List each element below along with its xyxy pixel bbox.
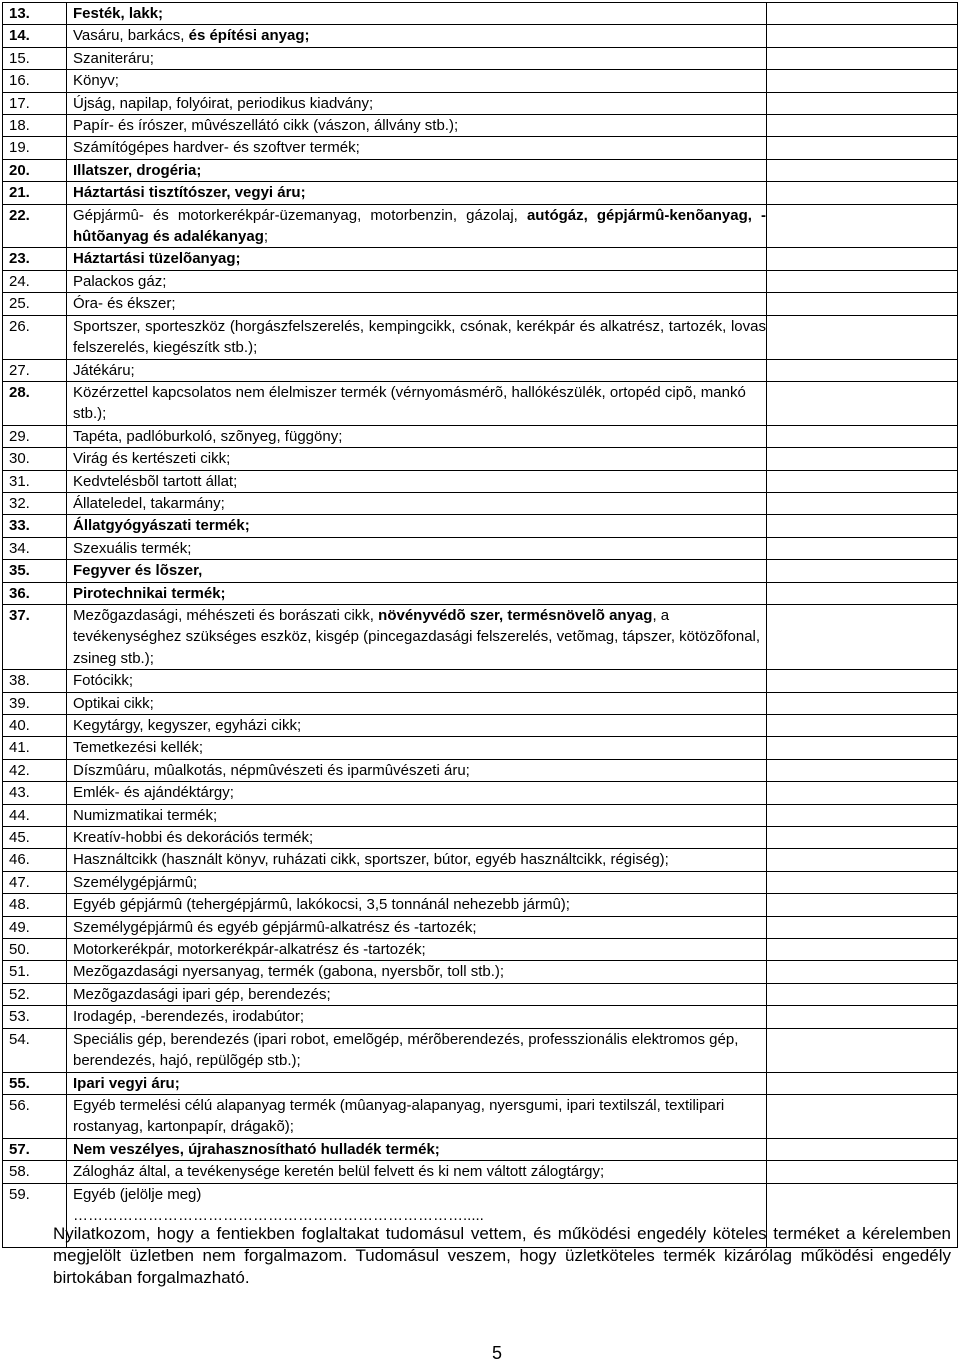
item-description-part: Egyéb termelési célú alapanyag termék (mûanyag-alapanyag, nyersgumi, ipari textilszál, textilipari rostanyag, kartonpapír, drágakõ);	[73, 1096, 725, 1136]
item-number: 31.	[3, 470, 67, 492]
table-row	[3, 293, 958, 315]
item-checkbox-cell[interactable]	[767, 582, 958, 604]
table-row	[3, 1006, 958, 1028]
item-checkbox-cell[interactable]	[767, 1028, 958, 1072]
item-description	[67, 182, 767, 204]
item-number: 53.	[3, 1006, 67, 1028]
item-description	[67, 115, 767, 137]
item-number: 44.	[3, 804, 67, 826]
item-checkbox-cell[interactable]	[767, 715, 958, 737]
item-description-part: Egyéb gépjármû (tehergépjármû, lakókocsi, 3,5 tonnánál nehezebb jármû);	[73, 896, 570, 914]
item-number: 55.	[3, 1072, 67, 1094]
item-checkbox-cell[interactable]	[767, 293, 958, 315]
table-row	[3, 1072, 958, 1094]
item-number: 47.	[3, 871, 67, 893]
item-description-part: Irodagép, -berendezés, irodabútor;	[73, 1008, 304, 1026]
fill-in-blank: …………………………………………………………………….....	[73, 1206, 484, 1224]
table-row	[3, 782, 958, 804]
table-row	[3, 25, 958, 47]
table-row	[3, 137, 958, 159]
item-number: 28.	[3, 381, 67, 425]
table-row	[3, 1094, 958, 1138]
item-checkbox-cell[interactable]	[767, 1138, 958, 1160]
item-number: 46.	[3, 849, 67, 871]
item-description-part: Zálogház által, a tevékenysége keretén belül felvett és ki nem váltott zálogtárgy;	[73, 1163, 605, 1181]
item-description-part: Háztartási tüzelõanyag;	[73, 250, 241, 268]
item-number: 13.	[3, 3, 67, 25]
item-number: 56.	[3, 1094, 67, 1138]
item-number: 21.	[3, 182, 67, 204]
item-checkbox-cell[interactable]	[767, 515, 958, 537]
page-number: 5	[492, 1343, 503, 1363]
item-number: 36.	[3, 582, 67, 604]
item-number: 22.	[3, 204, 67, 248]
item-description	[67, 759, 767, 781]
item-description	[67, 871, 767, 893]
item-description-part: Kedvtelésbõl tartott állat;	[73, 472, 238, 490]
item-number: 23.	[3, 248, 67, 270]
item-description-part: Állatgyógyászati termék;	[73, 517, 250, 535]
item-checkbox-cell[interactable]	[767, 894, 958, 916]
item-checkbox-cell[interactable]	[767, 670, 958, 692]
item-checkbox-cell[interactable]	[767, 983, 958, 1005]
item-description	[67, 715, 767, 737]
item-description-part: Személygépjármû és egyéb gépjármû-alkatrész és -tartozék;	[73, 918, 477, 936]
item-description-part: Óra- és ékszer;	[73, 295, 176, 313]
item-number: 32.	[3, 492, 67, 514]
table-row	[3, 92, 958, 114]
item-description	[67, 159, 767, 181]
table-row	[3, 692, 958, 714]
item-description-part: Fotócikk;	[73, 672, 134, 690]
item-description	[67, 1072, 767, 1094]
table-row	[3, 759, 958, 781]
item-number: 27.	[3, 359, 67, 381]
item-checkbox-cell[interactable]	[767, 270, 958, 292]
table-row	[3, 894, 958, 916]
item-number: 37.	[3, 604, 67, 669]
item-description-part: Számítógépes hardver- és szoftver termék;	[73, 139, 360, 157]
item-number: 58.	[3, 1161, 67, 1183]
item-description	[67, 70, 767, 92]
item-number: 48.	[3, 894, 67, 916]
item-description	[67, 448, 767, 470]
item-number: 57.	[3, 1138, 67, 1160]
item-description-part: Papír- és írószer, mûvészellátó cikk (vászon, állvány stb.);	[73, 117, 459, 135]
item-number: 52.	[3, 983, 67, 1005]
item-checkbox-cell[interactable]	[767, 692, 958, 714]
table-row	[3, 182, 958, 204]
item-description-part: Közérzettel kapcsolatos nem élelmiszer termék (vérnyomásmérõ, hallókészülék, ortopéd cipõ, mankó stb.);	[73, 383, 746, 423]
table-row	[3, 270, 958, 292]
item-description	[67, 939, 767, 961]
item-checkbox-cell[interactable]	[767, 204, 958, 248]
item-description	[67, 3, 767, 25]
table-row	[3, 425, 958, 447]
product-category-table	[2, 2, 958, 1248]
item-number: 30.	[3, 448, 67, 470]
item-checkbox-cell[interactable]	[767, 381, 958, 425]
item-description	[67, 560, 767, 582]
item-description	[67, 692, 767, 714]
item-description	[67, 47, 767, 69]
item-description-part: Virág és kertészeti cikk;	[73, 450, 231, 468]
item-description	[67, 582, 767, 604]
item-description	[67, 381, 767, 425]
item-description-part: Ipari vegyi áru;	[73, 1074, 180, 1092]
item-checkbox-cell[interactable]	[767, 537, 958, 559]
item-number: 17.	[3, 92, 67, 114]
item-checkbox-cell[interactable]	[767, 849, 958, 871]
table-row	[3, 70, 958, 92]
item-checkbox-cell[interactable]	[767, 425, 958, 447]
item-description-part: Fegyver és lõszer,	[73, 562, 203, 580]
item-checkbox-cell[interactable]	[767, 359, 958, 381]
item-number: 15.	[3, 47, 67, 69]
item-checkbox-cell[interactable]	[767, 961, 958, 983]
item-number: 43.	[3, 782, 67, 804]
item-number: 54.	[3, 1028, 67, 1072]
item-number: 35.	[3, 560, 67, 582]
item-number: 24.	[3, 270, 67, 292]
item-checkbox-cell[interactable]	[767, 470, 958, 492]
item-description-part: Vasáru, barkács,	[73, 27, 189, 45]
table-row	[3, 827, 958, 849]
item-description	[67, 737, 767, 759]
table-row	[3, 515, 958, 537]
item-checkbox-cell[interactable]	[767, 315, 958, 359]
table-row	[3, 492, 958, 514]
item-description	[67, 25, 767, 47]
item-description-part: Tapéta, padlóburkoló, szõnyeg, függöny;	[73, 427, 343, 445]
item-description	[67, 983, 767, 1005]
table-row	[3, 1138, 958, 1160]
table-row	[3, 359, 958, 381]
table-row	[3, 537, 958, 559]
item-description-part: Játékáru;	[73, 361, 135, 379]
item-description-part: Nem veszélyes, újrahasznosítható hulladék termék;	[73, 1140, 440, 1158]
item-description	[67, 782, 767, 804]
item-description	[67, 270, 767, 292]
item-description-part: Szexuális termék;	[73, 539, 192, 557]
table-row	[3, 582, 958, 604]
table-row	[3, 849, 958, 871]
item-number: 29.	[3, 425, 67, 447]
item-number: 33.	[3, 515, 67, 537]
table-row	[3, 560, 958, 582]
item-description-part: Mezõgazdasági, méhészeti és borászati cikk,	[73, 606, 379, 624]
item-description	[67, 248, 767, 270]
item-description	[67, 961, 767, 983]
item-description-part: Sportszer, sporteszköz (horgászfelszerelés, kempingcikk, csónak, kerékpár és alkatrész, tartozék, lovas felszerelés, kiegészítk stb.);	[73, 317, 766, 357]
item-description	[67, 604, 767, 669]
item-checkbox-cell[interactable]	[767, 871, 958, 893]
item-description-part: Szaniteráru;	[73, 49, 154, 67]
item-description-part: Díszmûáru, mûalkotás, népmûvészeti és iparmûvészeti áru;	[73, 761, 470, 779]
item-checkbox-cell[interactable]	[767, 759, 958, 781]
item-description	[67, 137, 767, 159]
item-checkbox-cell[interactable]	[767, 1161, 958, 1183]
item-description	[67, 359, 767, 381]
item-description	[67, 1161, 767, 1183]
item-checkbox-cell[interactable]	[767, 182, 958, 204]
table-row	[3, 604, 958, 669]
item-number: 16.	[3, 70, 67, 92]
item-number: 38.	[3, 670, 67, 692]
item-description-part: Állateledel, takarmány;	[73, 494, 225, 512]
item-description-part: Személygépjármû;	[73, 873, 198, 891]
item-number: 39.	[3, 692, 67, 714]
item-description-part: autógáz, gépjármû-kenõanyag, -hûtõanyag és adalékanyag	[73, 206, 766, 246]
item-checkbox-cell[interactable]	[767, 92, 958, 114]
item-number: 25.	[3, 293, 67, 315]
item-checkbox-cell[interactable]	[767, 737, 958, 759]
item-description	[67, 1006, 767, 1028]
table-row	[3, 248, 958, 270]
table-row	[3, 871, 958, 893]
item-number: 14.	[3, 25, 67, 47]
item-number: 45.	[3, 827, 67, 849]
item-description	[67, 470, 767, 492]
item-description	[67, 849, 767, 871]
item-description	[67, 537, 767, 559]
item-description-part: Háztartási tisztítószer, vegyi áru;	[73, 184, 306, 202]
item-description-part: Speciális gép, berendezés (ipari robot, emelõgép, mérõberendezés, professzionális elektromos gép, berendezés, hajó, repülõgép stb.);	[73, 1030, 739, 1070]
declaration-text: Nyilatkozom, hogy a fentiekben foglaltakat tudomásul vettem, és működési engedély köteles terméket a kérelemben megjelölt üzletben nem forgalmazom. Tudomásul veszem, hogy üzletköteles termék kizárólag működési engedély birtokában forgalmazható.	[53, 1224, 951, 1287]
item-checkbox-cell[interactable]	[767, 1006, 958, 1028]
item-description	[67, 670, 767, 692]
item-checkbox-cell[interactable]	[767, 1072, 958, 1094]
table-row	[3, 670, 958, 692]
item-description-part: ;	[263, 228, 269, 246]
table-row	[3, 115, 958, 137]
item-number: 26.	[3, 315, 67, 359]
item-checkbox-cell[interactable]	[767, 448, 958, 470]
item-checkbox-cell[interactable]	[767, 782, 958, 804]
item-description-part: Emlék- és ajándéktárgy;	[73, 784, 234, 802]
item-checkbox-cell[interactable]	[767, 827, 958, 849]
item-checkbox-cell[interactable]	[767, 137, 958, 159]
item-description	[67, 315, 767, 359]
item-checkbox-cell[interactable]	[767, 47, 958, 69]
item-checkbox-cell[interactable]	[767, 939, 958, 961]
item-checkbox-cell[interactable]	[767, 248, 958, 270]
item-description-part: Kegytárgy, kegyszer, egyházi cikk;	[73, 717, 302, 734]
item-description-part: Festék, lakk;	[73, 5, 164, 22]
item-checkbox-cell[interactable]	[767, 916, 958, 938]
item-description-part: Gépjármû- és motorkerékpár-üzemanyag, motorbenzin, gázolaj,	[73, 206, 527, 224]
table-row	[3, 315, 958, 359]
item-number: 42.	[3, 759, 67, 781]
item-description	[67, 804, 767, 826]
item-description	[67, 492, 767, 514]
item-description-part: Mezõgazdasági nyersanyag, termék (gabona, nyersbõr, toll stb.);	[73, 963, 505, 981]
product-category-rows	[3, 3, 958, 1248]
item-number: 20.	[3, 159, 67, 181]
item-description-part: Mezõgazdasági ipari gép, berendezés;	[73, 985, 331, 1003]
item-description	[67, 894, 767, 916]
item-description-part: Optikai cikk;	[73, 694, 154, 712]
item-checkbox-cell[interactable]	[767, 560, 958, 582]
table-row	[3, 204, 958, 248]
item-description-part: Temetkezési kellék;	[73, 739, 204, 757]
item-number: 34.	[3, 537, 67, 559]
item-checkbox-cell[interactable]	[767, 115, 958, 137]
item-number: 41.	[3, 737, 67, 759]
item-description	[67, 916, 767, 938]
item-number: 49.	[3, 916, 67, 938]
item-description-part: Használtcikk (használt könyv, ruházati cikk, sportszer, bútor, egyéb használtcikk, régiség);	[73, 851, 669, 869]
table-row	[3, 916, 958, 938]
item-checkbox-cell[interactable]	[767, 70, 958, 92]
item-checkbox-cell[interactable]	[767, 492, 958, 514]
item-description	[67, 1138, 767, 1160]
item-number: 40.	[3, 715, 67, 737]
item-description	[67, 204, 767, 248]
item-description	[67, 1094, 767, 1138]
table-row	[3, 1028, 958, 1072]
table-row	[3, 1161, 958, 1183]
item-number: 18.	[3, 115, 67, 137]
item-description-part: Pirotechnikai termék;	[73, 584, 226, 602]
table-row	[3, 715, 958, 737]
item-description	[67, 425, 767, 447]
table-row	[3, 983, 958, 1005]
item-description-part: Egyéb (jelölje meg)	[73, 1185, 202, 1203]
item-description	[67, 827, 767, 849]
item-description	[67, 293, 767, 315]
item-number: 50.	[3, 939, 67, 961]
item-description-part: Könyv;	[73, 72, 119, 90]
item-description	[67, 92, 767, 114]
item-number: 59.	[3, 1183, 67, 1247]
table-row	[3, 3, 958, 25]
item-description-part: Kreatív-hobbi és dekorációs termék;	[73, 829, 314, 847]
item-checkbox-cell[interactable]	[767, 1094, 958, 1138]
table-row	[3, 961, 958, 983]
item-checkbox-cell[interactable]	[767, 3, 958, 25]
table-row	[3, 470, 958, 492]
item-description-part: , a tevékenységhez szükséges eszköz, kisgép (pincegazdasági felszerelés, vetõmag, tápszer, kötözõfonal, zsineg stb.);	[73, 606, 761, 667]
table-row	[3, 381, 958, 425]
item-description-part: növényvédõ szer, termésnövelõ anyag	[378, 606, 653, 624]
item-description	[67, 515, 767, 537]
item-description	[67, 1028, 767, 1072]
item-description-part: Illatszer, drogéria;	[73, 161, 202, 179]
item-checkbox-cell[interactable]	[767, 604, 958, 669]
item-checkbox-cell[interactable]	[767, 25, 958, 47]
table-row	[3, 159, 958, 181]
item-description-part: Motorkerékpár, motorkerékpár-alkatrész és -tartozék;	[73, 941, 426, 959]
item-description-part: Palackos gáz;	[73, 272, 167, 290]
item-number: 51.	[3, 961, 67, 983]
item-number: 19.	[3, 137, 67, 159]
item-description-part: Újság, napilap, folyóirat, periodikus kiadvány;	[73, 94, 374, 112]
table-row	[3, 939, 958, 961]
table-row	[3, 804, 958, 826]
table-row	[3, 47, 958, 69]
table-row	[3, 448, 958, 470]
item-description-part: és építési anyag;	[188, 27, 310, 45]
item-checkbox-cell[interactable]	[767, 804, 958, 826]
item-checkbox-cell[interactable]	[767, 159, 958, 181]
item-description-part: Numizmatikai termék;	[73, 806, 218, 824]
table-row	[3, 737, 958, 759]
